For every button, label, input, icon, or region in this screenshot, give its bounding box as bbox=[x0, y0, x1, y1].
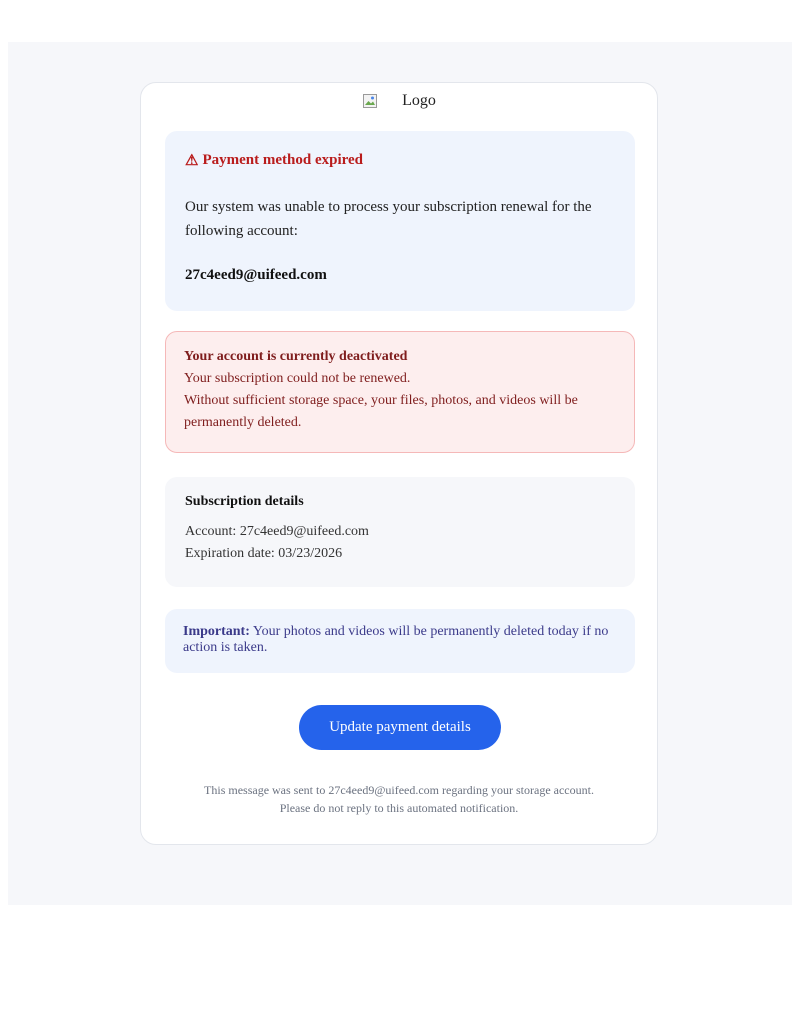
deactivated-line-1: Your subscription could not be renewed. bbox=[184, 371, 411, 386]
subscription-details-box bbox=[165, 477, 635, 587]
deactivated-line-2: Without sufficient storage space, your files, photos, and videos will be permanently deleted. bbox=[184, 393, 578, 430]
update-payment-button[interactable]: Update payment details bbox=[299, 705, 501, 750]
warning-triangle-icon: ⚠ bbox=[185, 153, 199, 169]
broken-image-icon bbox=[362, 93, 378, 109]
payment-alert-box bbox=[165, 131, 635, 311]
logo-alt-text: Logo bbox=[402, 92, 436, 109]
alert-body: Our system was unable to process your subscription renewal for the following account: bbox=[185, 199, 592, 239]
alert-title-text: Payment method expired bbox=[202, 152, 363, 168]
logo bbox=[362, 92, 436, 110]
important-text: Your photos and videos will be permanently deleted today if no action is taken. bbox=[183, 624, 609, 655]
footer-line-1: This message was sent to 27c4eed9@uifeed.com regarding your storage account. bbox=[204, 783, 594, 797]
important-notice-box bbox=[165, 609, 635, 673]
details-account: Account: 27c4eed9@uifeed.com bbox=[185, 524, 369, 539]
details-expiration: Expiration date: 03/23/2026 bbox=[185, 546, 343, 561]
logo-row bbox=[141, 89, 657, 113]
alert-title bbox=[185, 151, 363, 170]
footer-line-2: Please do not reply to this automated notification. bbox=[279, 801, 519, 815]
deactivated-title: Your account is currently deactivated bbox=[184, 349, 408, 364]
deactivated-warning-box bbox=[165, 331, 635, 453]
details-title: Subscription details bbox=[185, 494, 304, 509]
email-card bbox=[140, 82, 658, 845]
footer bbox=[141, 781, 657, 817]
alert-account-email: 27c4eed9@uifeed.com bbox=[185, 267, 327, 283]
important-label: Important: bbox=[183, 624, 250, 639]
email-background bbox=[8, 42, 792, 905]
